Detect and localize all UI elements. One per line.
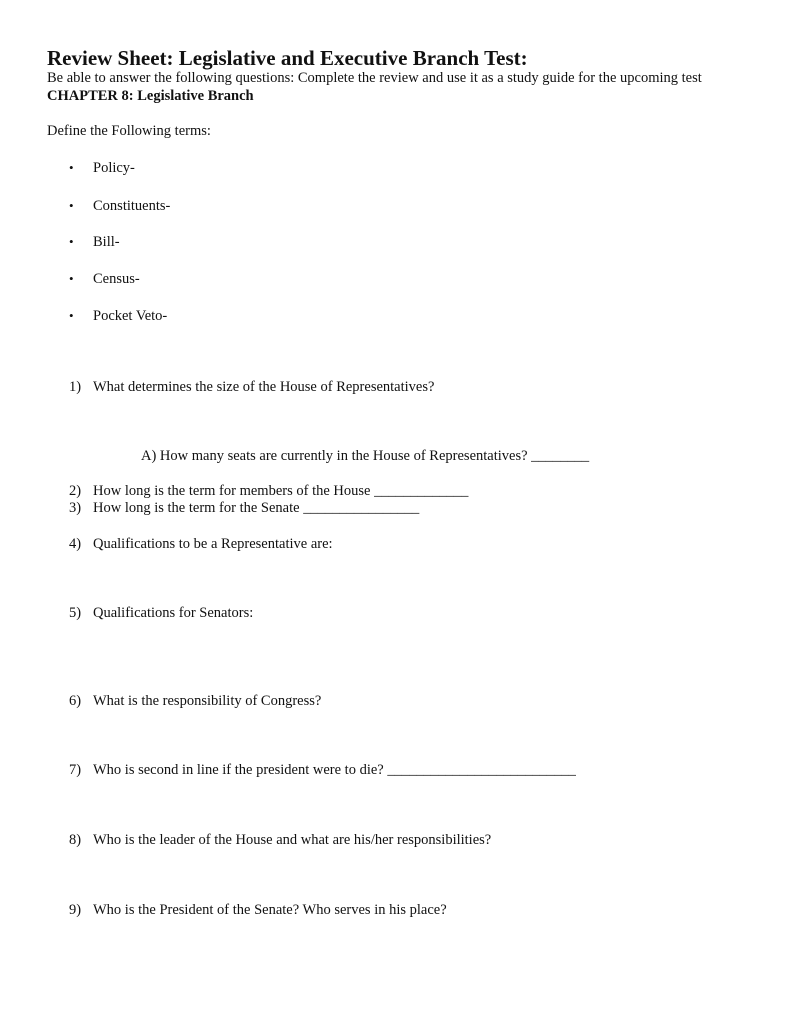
term-label: Constituents- — [93, 198, 171, 214]
question-5 — [69, 605, 253, 622]
bullet-icon: • — [69, 308, 74, 323]
subquestion-a: A) How many seats are currently in the House of Representatives? ________ — [141, 448, 590, 464]
question-text: What determines the size of the House of Representatives? — [93, 379, 435, 395]
question-number: 5) — [69, 605, 82, 621]
question-number: 4) — [69, 536, 82, 552]
question-number: 6) — [69, 693, 82, 709]
question-number: 3) — [69, 500, 82, 516]
question-number: 9) — [69, 902, 82, 918]
question-7 — [69, 762, 576, 779]
bullet-icon: • — [69, 160, 74, 175]
question-8 — [69, 832, 491, 849]
define-heading: Define the Following terms: — [47, 123, 211, 139]
question-number: 7) — [69, 762, 82, 778]
intro-text: Be able to answer the following questions: Complete the review and use it as a study guide for the upcoming test — [47, 70, 702, 86]
question-text: What is the responsibility of Congress? — [93, 693, 322, 709]
page-title: Review Sheet: Legislative and Executive Branch Test: — [47, 46, 528, 70]
term-item — [69, 160, 135, 177]
question-1 — [69, 379, 434, 396]
term-item — [69, 198, 170, 215]
question-text: Qualifications to be a Representative are: — [93, 536, 333, 552]
question-text: Who is second in line if the president were to die? __________________________ — [93, 762, 576, 778]
term-item — [69, 271, 140, 288]
term-item — [69, 234, 120, 251]
term-label: Census- — [93, 271, 140, 287]
term-label: Bill- — [93, 234, 120, 250]
bullet-icon: • — [69, 234, 74, 249]
question-text: Who is the leader of the House and what are his/her responsibilities? — [93, 832, 492, 848]
question-number: 2) — [69, 483, 82, 499]
bullet-icon: • — [69, 271, 74, 286]
question-3 — [69, 500, 419, 517]
question-number: 8) — [69, 832, 82, 848]
question-6 — [69, 693, 321, 710]
chapter-heading: CHAPTER 8: Legislative Branch — [47, 88, 254, 104]
question-4 — [69, 536, 333, 553]
question-text: How long is the term for members of the House _____________ — [93, 483, 469, 499]
term-label: Pocket Veto- — [93, 308, 168, 324]
question-9 — [69, 902, 447, 919]
question-text: Who is the President of the Senate? Who serves in his place? — [93, 902, 447, 918]
term-item — [69, 308, 167, 325]
question-2 — [69, 483, 468, 500]
term-label: Policy- — [93, 160, 135, 176]
question-text: How long is the term for the Senate ________________ — [93, 500, 420, 516]
question-number: 1) — [69, 379, 82, 395]
question-text: Qualifications for Senators: — [93, 605, 254, 621]
bullet-icon: • — [69, 198, 74, 213]
